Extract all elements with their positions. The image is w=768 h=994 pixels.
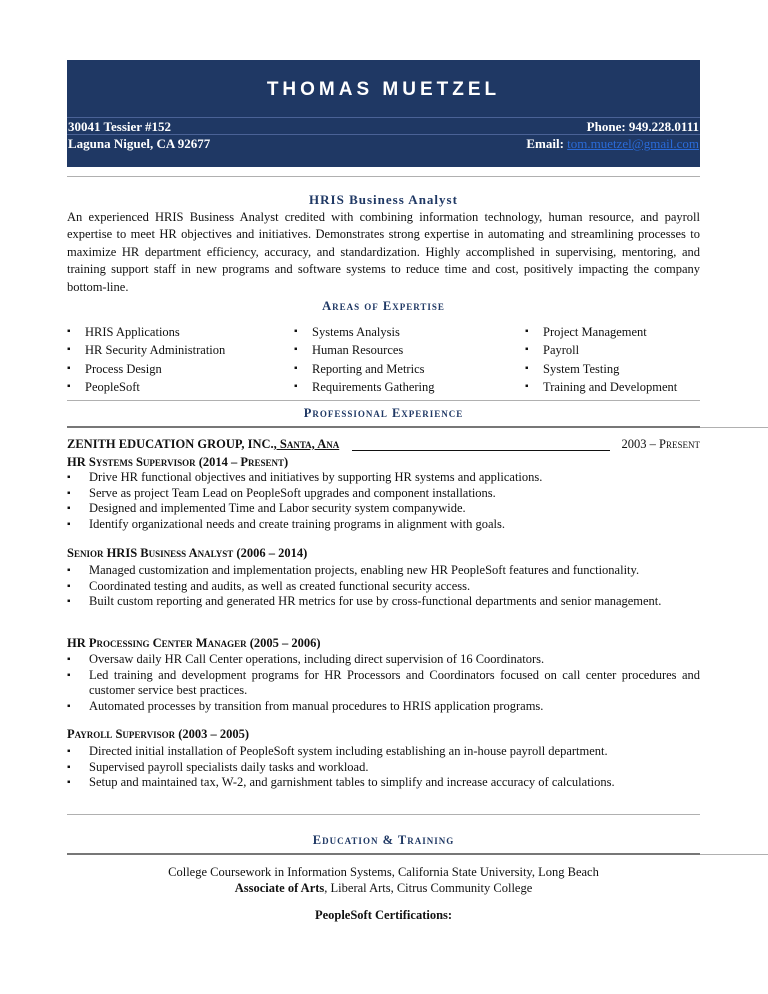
- bullet: ▪ Supervised payroll specialists daily tasks and workload.: [67, 760, 700, 776]
- expertise-item: ▪ Requirements Gathering: [294, 378, 435, 396]
- company-location: , Santa, Ana: [273, 437, 340, 451]
- expertise-title: Areas of Expertise: [322, 299, 445, 313]
- divider: [67, 426, 700, 428]
- divider: [67, 400, 700, 401]
- company-dates: 2003 – Present: [621, 437, 700, 451]
- role-title: HR Systems Supervisor (2014 – Present): [67, 455, 289, 469]
- expertise-item: ▪ HR Security Administration: [67, 341, 225, 359]
- bullet: ▪ Setup and maintained tax, W-2, and garnishment tables to simplify and increase accuracy of calculations.: [67, 775, 700, 791]
- divider: [67, 176, 700, 177]
- email-link[interactable]: tom.muetzel@gmail.com: [567, 136, 699, 151]
- bullet: ▪ Built custom reporting and generated HR metrics for use by cross-functional departments and senior management.: [67, 594, 700, 610]
- leader-line: [352, 450, 610, 451]
- role-bullets: [67, 652, 700, 714]
- expertise-col-1: [67, 323, 225, 396]
- expertise-item: ▪ PeopleSoft: [67, 378, 225, 396]
- bullet: ▪ Drive HR functional objectives and initiatives by supporting HR systems and applications.: [67, 470, 700, 486]
- address-line-2: Laguna Niguel, CA 92677: [68, 136, 211, 151]
- education-line-1: College Coursework in Information Systems, California State University, Long Beach: [168, 865, 599, 879]
- address-line-1: 30041 Tessier #152: [68, 119, 172, 134]
- role-bullets: [67, 563, 700, 610]
- education-title: Education & Training: [312, 833, 455, 847]
- company-line: [67, 437, 700, 452]
- bullet: ▪ Identify organizational needs and create training programs in alignment with goals.: [67, 517, 700, 533]
- expertise-item: ▪ Training and Development: [525, 378, 677, 396]
- education-line-2: Associate of Arts, Liberal Arts, Citrus Community College: [234, 881, 533, 895]
- role-title: Senior HRIS Business Analyst (2006 – 2014): [67, 546, 308, 560]
- bullet: ▪ Managed customization and implementation projects, enabling new HR PeopleSoft features and functionality.: [67, 563, 700, 579]
- experience-title: Professional Experience: [303, 406, 464, 420]
- role-bullets: [67, 744, 700, 791]
- email: Email: tom.muetzel@gmail.com: [526, 136, 699, 151]
- bullet: ▪ Automated processes by transition from manual procedures to HRIS application programs.: [67, 699, 700, 715]
- expertise-item: ▪ HRIS Applications: [67, 323, 225, 341]
- header-banner: [67, 60, 700, 167]
- expertise-col-2: [294, 323, 435, 396]
- company-name: ZENITH EDUCATION GROUP, INC.: [67, 437, 274, 451]
- expertise-item: ▪ Payroll: [525, 341, 677, 359]
- expertise-col-3: [525, 323, 677, 396]
- bullet: ▪ Led training and development programs for HR Processors and Coordinators focused on call center procedures and customer service best practices.: [67, 668, 700, 699]
- divider: [67, 814, 700, 815]
- divider: [700, 854, 768, 855]
- banner-divider: [67, 134, 700, 135]
- role-bullets: [67, 470, 700, 532]
- expertise-item: ▪ Project Management: [525, 323, 677, 341]
- summary-title: HRIS Business Analyst: [309, 192, 458, 207]
- summary-text: An experienced HRIS Business Analyst credited with combining information technology, human resource, and payroll expertise to meet HR objectives and initiatives. Demonstrates strong expertise in automating and streamlining processes to maximize HR department efficiency, accuracy, and standardization. Highly accomplished in supervising, mentoring, and training support staff in new programs and software systems to reduce time and cost, positively impacting the company bottom-line.: [67, 210, 700, 294]
- expertise-item: ▪ Reporting and Metrics: [294, 360, 435, 378]
- phone: Phone: 949.228.0111: [586, 119, 699, 134]
- candidate-name: THOMAS MUETZEL: [266, 79, 501, 100]
- bullet: ▪ Designed and implemented Time and Labor security system companywide.: [67, 501, 700, 517]
- expertise-item: ▪ Process Design: [67, 360, 225, 378]
- divider: [700, 427, 768, 428]
- bullet: ▪ Coordinated testing and audits, as well as created functional security access.: [67, 579, 700, 595]
- certifications-title: PeopleSoft Certifications:: [314, 908, 453, 922]
- expertise-item: ▪ Human Resources: [294, 341, 435, 359]
- bullet: ▪ Directed initial installation of PeopleSoft system including establishing an in-house payroll department.: [67, 744, 700, 760]
- role-title: Payroll Supervisor (2003 – 2005): [67, 727, 250, 741]
- bullet: ▪ Serve as project Team Lead on PeopleSoft upgrades and component installations.: [67, 486, 700, 502]
- bullet: ▪ Oversaw daily HR Call Center operations, including direct supervision of 16 Coordinators.: [67, 652, 700, 668]
- divider: [67, 853, 700, 855]
- expertise-item: ▪ Systems Analysis: [294, 323, 435, 341]
- role-title: HR Processing Center Manager (2005 – 2006): [67, 636, 321, 650]
- expertise-item: ▪ System Testing: [525, 360, 677, 378]
- banner-divider: [67, 117, 700, 118]
